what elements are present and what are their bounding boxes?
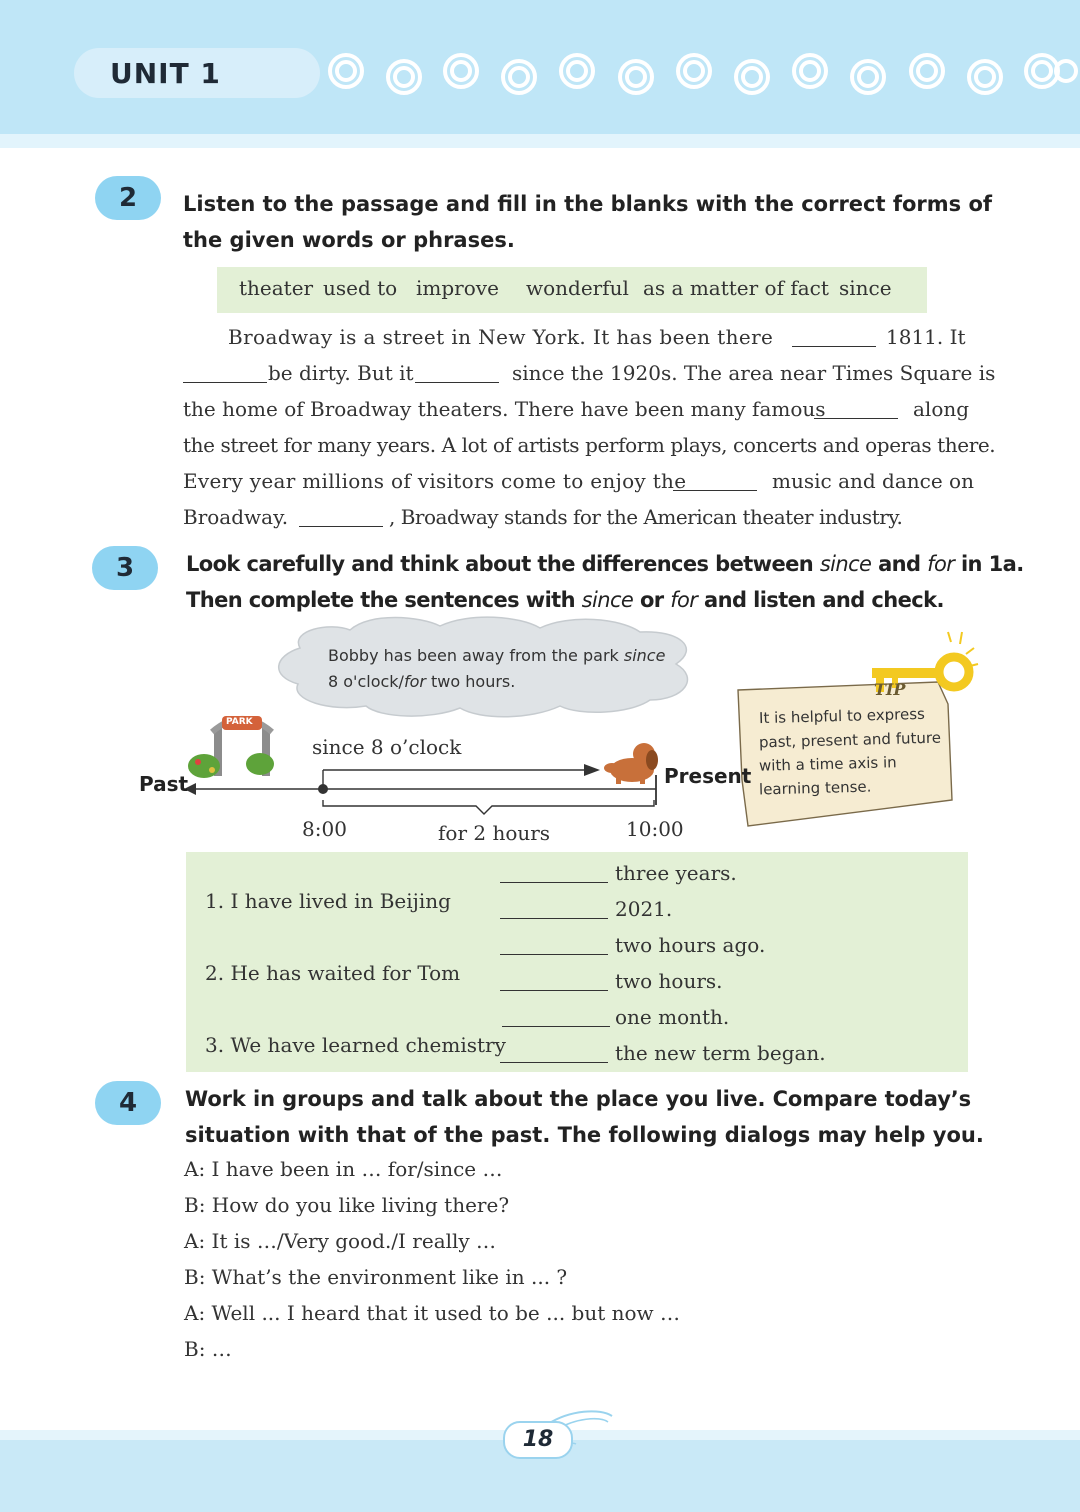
- timeline-past-label: Past: [139, 772, 189, 796]
- exercise-sentence: 2. He has waited for Tom: [205, 961, 461, 985]
- passage-text: along: [913, 397, 970, 421]
- section-2-heading-line2: the given words or phrases.: [183, 228, 515, 252]
- passage-text: since the 1920s. The area near Times Square is: [512, 361, 996, 385]
- heading-text: since: [819, 552, 872, 576]
- heading-text: since: [581, 588, 634, 612]
- exercise-sentence: 1. I have lived in Beijing: [205, 889, 451, 913]
- passage-text: , Broadway stands for the American theater industry.: [389, 505, 903, 529]
- heading-text: Look carefully and think about the differences between: [186, 552, 820, 576]
- exercise-sentence: 3. We have learned chemistry: [205, 1033, 506, 1057]
- exercise-ending: 2021.: [615, 897, 673, 921]
- park-sign-text: PARK: [226, 717, 253, 727]
- dialog-line: B: …: [184, 1337, 232, 1361]
- heading-text: or: [633, 588, 671, 612]
- cloud-text: for: [403, 672, 426, 691]
- timeline-since-label: since 8 o’clock: [312, 735, 462, 759]
- timeline-duration-label: for 2 hours: [438, 821, 551, 845]
- section-2-badge: 2: [95, 176, 161, 220]
- cloud-text: Bobby has been away from the park: [328, 646, 624, 665]
- section-4-heading-line2: situation with that of the past. The following dialogs may help you.: [185, 1123, 984, 1147]
- timeline-start-time: 8:00: [302, 817, 347, 841]
- passage-text: music and dance on: [772, 469, 974, 493]
- exercise-ending: two hours ago.: [615, 933, 766, 957]
- passage-text: Broadway.: [183, 505, 289, 529]
- dialog-line: A: I have been in … for/since …: [184, 1157, 503, 1181]
- section-3-badge: 3: [92, 546, 158, 590]
- section-4-heading-line1: Work in groups and talk about the place you live. Compare today’s: [185, 1087, 972, 1111]
- passage-text: be dirty. But it: [268, 361, 414, 385]
- tip-line: learning tense.: [758, 777, 872, 799]
- dialog-line: B: What’s the environment like in ... ?: [184, 1265, 568, 1289]
- tip-line: past, present and future: [758, 728, 942, 752]
- word-bank-item: since: [839, 276, 892, 300]
- section-2-heading-line1: Listen to the passage and fill in the blanks with the correct forms of: [183, 192, 993, 216]
- exercise-ending: one month.: [615, 1005, 730, 1029]
- passage-text: the home of Broadway theaters. There have been many famous: [183, 397, 826, 421]
- passage-text: 1811. It: [886, 325, 966, 349]
- section-4-badge: 4: [95, 1081, 161, 1125]
- heading-text: for: [927, 552, 955, 576]
- exercise-ending: three years.: [615, 861, 737, 885]
- word-bank-item: wonderful: [526, 276, 629, 300]
- word-bank-item: used to: [323, 276, 398, 300]
- tip-line: with a time axis in: [758, 753, 897, 775]
- timeline-present-label: Present: [664, 764, 752, 788]
- passage-text: the street for many years. A lot of artists perform plays, concerts and operas there.: [183, 433, 996, 457]
- dialog-line: A: It is …/Very good./I really …: [184, 1229, 497, 1253]
- word-bank-item: improve: [416, 276, 499, 300]
- dialog-line: B: How do you like living there?: [184, 1193, 510, 1217]
- dialog-line: A: Well ... I heard that it used to be ... but now …: [184, 1301, 681, 1325]
- passage-text: Broadway is a street in New York. It has been there: [228, 325, 774, 349]
- unit-title: UNIT 1: [110, 57, 221, 90]
- heading-text: and: [871, 552, 928, 576]
- heading-text: Then complete the sentences with: [186, 588, 582, 612]
- heading-text: for: [670, 588, 698, 612]
- exercise-ending: two hours.: [615, 969, 723, 993]
- tip-label: TIP: [874, 680, 906, 699]
- word-bank-item: theater: [239, 276, 314, 300]
- page-number: 18: [503, 1421, 573, 1459]
- heading-text: and listen and check.: [697, 588, 944, 612]
- passage-text: Every year millions of visitors come to enjoy the: [183, 469, 687, 493]
- timeline-end-time: 10:00: [626, 817, 684, 841]
- cloud-text: 8 o'clock/: [328, 672, 404, 691]
- tip-line: It is helpful to express: [758, 704, 926, 728]
- heading-text: in 1a.: [954, 552, 1024, 576]
- word-bank-item: as a matter of fact: [643, 276, 829, 300]
- cloud-text: since: [623, 646, 666, 665]
- exercise-ending: the new term began.: [615, 1041, 826, 1065]
- cloud-text: two hours.: [425, 672, 516, 691]
